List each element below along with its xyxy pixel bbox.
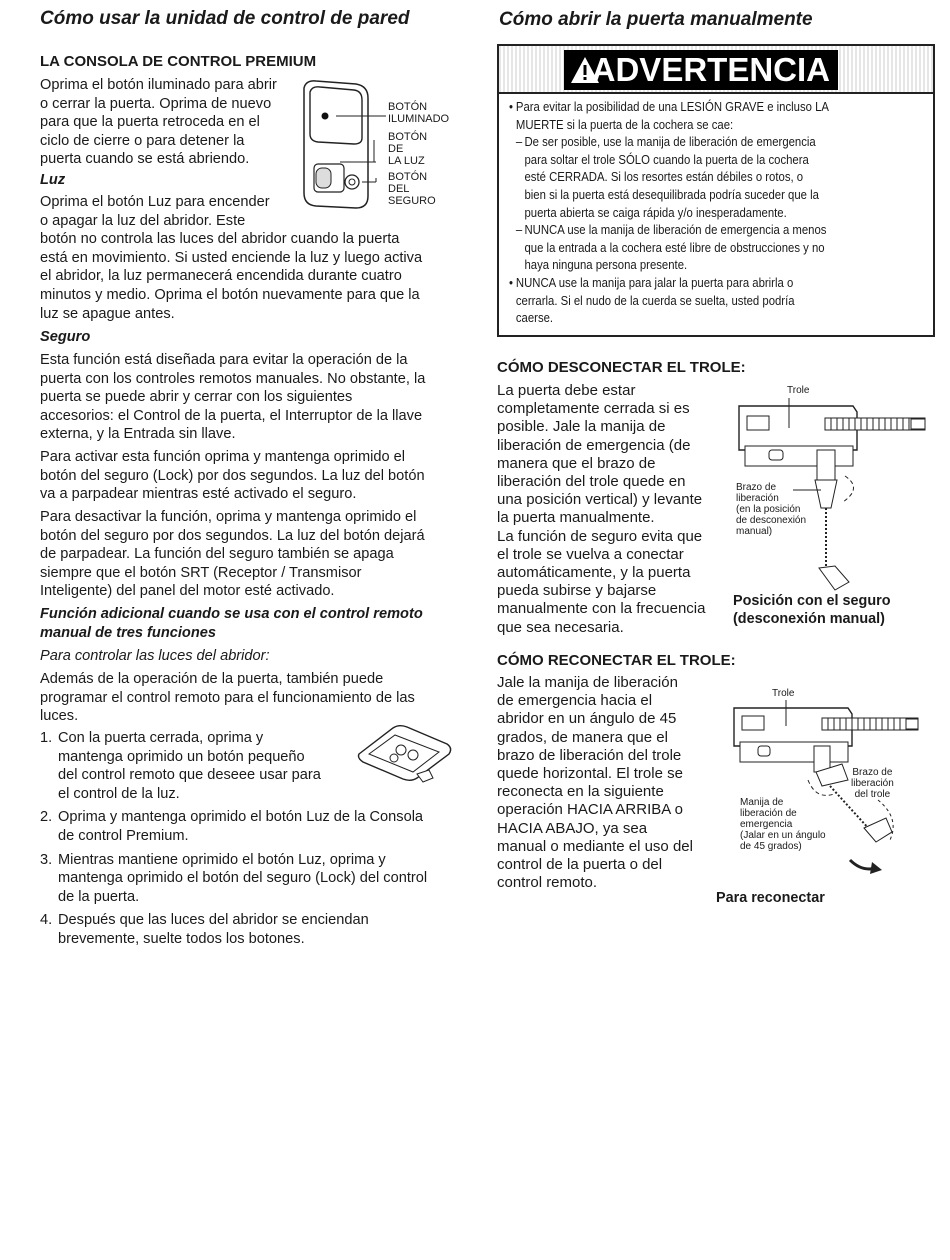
luz-heading: Luz	[40, 172, 66, 188]
warning-triangle-icon	[570, 54, 600, 94]
warning-text: • Para evitar la posibilidad de una LESIÓN GRAVE e incluso LA MUERTE si la puerta de la cochera se cae: – De ser posible, use la manija de liberación de emergencia para soltar el trole SÓLO cuando la puerta de la cochera esté CERRADA. Si los resortes están débiles o rotos, o bien si la puerta está desequilibrada podría suceder que la puerta abierta se caiga rápida y/o inesperadamente. – NUNCA use la manija de liberación de emergencia a menos que la entrada a la cochera esté libre de obstrucciones y no haya ninguna persona presente. • NUNCA use la manija para jalar la puerta para abrirla o cerrarla. Si el nudo de la cuerda se suelta, usted podría caerse.	[509, 99, 829, 326]
remote-control-illustration	[355, 722, 455, 784]
list-item: 4. Después que las luces del abridor se enciendan	[40, 912, 369, 929]
steps-list: 1. Con la puerta cerrada, oprima y mantenga oprimido un botón pequeño del control remoto que deseee usar para el control de la luz. 2. Oprima y mantenga oprimido el botón Luz de la Consola de control Premium. 3. Mientras mantiene oprimido el botón Luz, oprima y mantenga oprimido el botón del seguro (Lock) del control de la puerta. 4. Después que las luces del abridor se enciendan brevemente, suelte todos los botones.	[40, 730, 428, 947]
disconnect-heading: CÓMO DESCONECTAR EL TROLE:	[497, 359, 746, 376]
list-item: 2. Oprima y mantenga oprimido el botón Luz de la Consola	[40, 809, 424, 826]
label-lit-button: BOTÓN ILUMINADO	[388, 101, 450, 125]
seguro-heading: Seguro	[40, 329, 91, 345]
right-title: Cómo abrir la puerta manualmente	[499, 9, 813, 30]
warning-box	[497, 44, 935, 337]
label-lock-button: BOTÓN DEL SEGURO	[388, 171, 436, 207]
label-light-button: BOTÓN DE LA LUZ	[388, 131, 428, 167]
list-item: 1. Con la puerta cerrada, oprima y	[40, 730, 264, 746]
warning-banner	[499, 46, 933, 94]
warning-banner-text: ADVERTENCIA	[564, 50, 838, 90]
fig1-arm-label: Brazo de liberación (en la posición de desconexión manual)	[736, 482, 807, 537]
extra-subheading: Para controlar las luces del abridor:	[40, 648, 270, 664]
fig1-caption: Posición con el seguro (desconexión manual)	[733, 593, 891, 627]
seguro-p2: Para activar esta función oprima y mantenga oprimido el botón del seguro (Lock) por dos segundos. La luz del botón va a parpadear mientras esté activado el seguro.	[40, 449, 425, 503]
fig2-arm-label: Brazo de liberación del trole	[851, 767, 894, 800]
fig2-caption: Para reconectar	[716, 890, 825, 906]
seguro-p3: Para desactivar la función, oprima y mantenga oprimido el botón del seguro por dos segundos. La luz del botón dejará de parpadear. La función del seguro también se apaga siempre que el botón SRT (Receptor / Transmisor Inteligente) del panel del motor esté activado.	[40, 509, 425, 600]
extra-heading: Función adicional cuando se usa con el control remoto manual de tres funciones	[40, 606, 423, 641]
fig2-handle-label: Manija de liberación de emergencia (Jalar en un ángulo de 45 grados)	[740, 797, 826, 852]
seguro-p1: Esta función está diseñada para evitar la operación de la puerta con los controles remotos manuales. No obstante, la puerta se puede abrir y cerrar con los siguientes accesorios: el Control de la puerta, el Interruptor de la llave externa, y la Entrada sin llave.	[40, 352, 426, 443]
left-title: Cómo usar la unidad de control de pared	[40, 8, 410, 29]
fig1-trole-label: Trole	[787, 385, 810, 396]
disconnect-paragraph: La puerta debe estar completamente cerrada si es posible. Jale la manija de liberación de emergencia (de manera que el brazo de liberación del trole quede en una posición vertical) y levante la puerta manualmente. La función de seguro evita que el trole se vuelva a conectar automáticamente, y la puerta pueda subirse y bajarse manualmente con la frecuencia que sea necesaria.	[497, 382, 706, 636]
trolley-reconnect-illustration	[730, 700, 935, 885]
console-heading: LA CONSOLA DE CONTROL PREMIUM	[40, 53, 317, 70]
extra-paragraph: Además de la operación de la puerta, también puede programar el control remoto para el funcionamiento de las luces.	[40, 671, 415, 725]
luz-paragraph: Oprima el botón Luz para encender o apagar la luz del abridor. Este botón no controla las luces del abridor cuando la puerta está en movimiento. Si usted enciende la luz y luego activa el abridor, la luz permanecerá encendida durante cuatro minutos y medio. Oprima el botón nuevamente para que la luz se apague antes.	[40, 194, 423, 322]
console-illustration	[296, 78, 386, 218]
fig2-trole-label: Trole	[772, 688, 795, 699]
console-intro: Oprima el botón iluminado para abrir o cerrar la puerta. Oprima de nuevo para que la puerta retroceda en el ciclo de cierre o para detener la puerta cuando se está abriendo.	[40, 77, 277, 168]
reconnect-heading: CÓMO RECONECTAR EL TROLE:	[497, 652, 736, 669]
reconnect-paragraph: Jale la manija de liberación de emergencia hacia el abridor en un ángulo de 45 grados, de manera que el brazo de liberación del trole quede horizontal. El trole se reconecta en la siguiente operación HACIA ARRIBA o HACIA ABAJO, ya sea manual o mediante el uso del control de la puerta o del control remoto.	[497, 674, 693, 892]
list-item: 3. Mientras mantiene oprimido el botón Luz, oprima y	[40, 851, 386, 868]
